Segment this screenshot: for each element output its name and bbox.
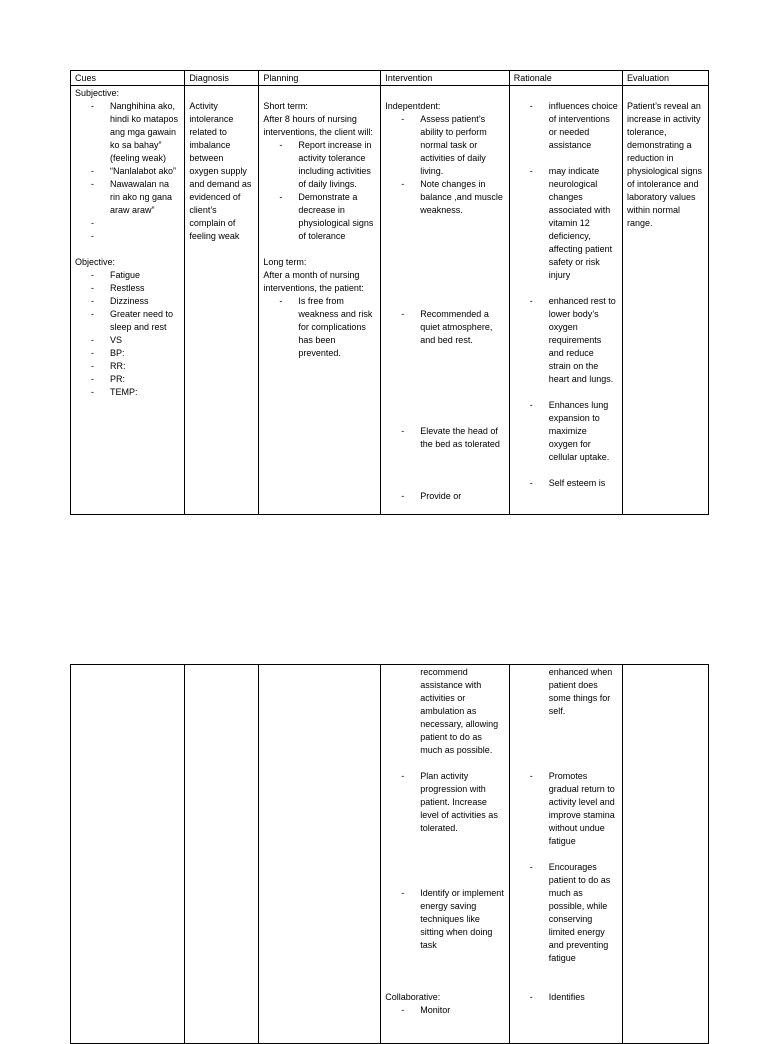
diagnosis-text: Activity intolerance related to imbalance between oxygen supply and demand as evidenced of client’s complain of feeling weak xyxy=(189,101,252,241)
intervention-continued-text: recommend assistance with activities or ambulation as necessary, allowing patient to do as much as possible. xyxy=(420,667,499,755)
collaborative-list xyxy=(385,1004,504,1017)
intervention-list xyxy=(385,113,504,503)
list-item: - enhanced rest to lower body’s oxygen requirements and reduce strain on the heart and lungs. xyxy=(529,296,616,384)
header-diagnosis: Diagnosis xyxy=(185,71,259,86)
list-item: - BP: xyxy=(91,348,125,358)
rationale-cell-continued xyxy=(509,665,622,1044)
intervention-cell-continued xyxy=(381,665,509,1044)
list-item: - Assess patient’s ability to perform normal task or activities of daily living. xyxy=(401,114,487,176)
care-plan-table-page1 xyxy=(70,70,709,515)
diagnosis-cell xyxy=(185,86,259,515)
subjective-list xyxy=(75,100,180,243)
list-item: - Demonstrate a decrease in physiological signs of tolerance xyxy=(279,192,374,241)
table-body-row xyxy=(71,86,709,515)
long-term-intro: After a month of nursing interventions, the patient: xyxy=(263,270,364,293)
rationale-list xyxy=(514,770,618,1004)
planning-cell xyxy=(259,86,381,515)
cues-cell xyxy=(71,86,185,515)
list-item: - Encourages patient to do as much as possible, while conserving limited energy and preventing fatigue xyxy=(529,862,611,963)
list-item: - PR: xyxy=(91,374,126,384)
list-item: - Elevate the head of the bed as tolerated xyxy=(401,426,500,449)
header-rationale: Rationale xyxy=(509,71,622,86)
diagnosis-cell-empty xyxy=(185,665,259,1044)
list-item: - Restless xyxy=(91,283,145,293)
care-plan-table-page2 xyxy=(70,664,709,1044)
list-item: - Nawawalan na rin ako ng gana araw araw” xyxy=(91,179,173,215)
objective-list xyxy=(75,269,180,399)
list-item: - xyxy=(91,231,94,241)
planning-cell-empty xyxy=(259,665,381,1044)
short-term-intro: After 8 hours of nursing interventions, the client will: xyxy=(263,114,373,137)
list-item: - Identifies xyxy=(529,992,585,1002)
list-item: - influences choice of interventions or needed assistance xyxy=(529,101,618,150)
header-intervention: Intervention xyxy=(381,71,509,86)
list-item: - Identify or implement energy saving techniques like sitting when doing task xyxy=(401,888,504,950)
list-item: - “Nanlalabot ako” xyxy=(91,166,177,176)
list-item: - Enhances lung expansion to maximize oxygen for cellular uptake. xyxy=(529,400,610,462)
evaluation-text: Patient’s reveal an increase in activity tolerance, demonstrating a reduction in physiological signs of intolerance and laboratory values within normal range. xyxy=(626,101,703,228)
evaluation-cell xyxy=(622,86,708,515)
list-item: - Nanghihina ako, hindi ko matapos ang mga gawain ko sa bahay” (feeling weak) xyxy=(91,101,179,163)
long-term-goals xyxy=(263,295,376,360)
cues-cell-empty xyxy=(71,665,185,1044)
list-item: - Dizziness xyxy=(91,296,149,306)
short-term-goals xyxy=(263,139,376,243)
long-term-label: Long term: xyxy=(263,257,307,267)
rationale-list xyxy=(514,100,618,490)
table-body-row xyxy=(71,665,709,1044)
list-item: - TEMP: xyxy=(91,387,138,397)
list-item: - Is free from weakness and risk for complications has been prevented. xyxy=(279,296,373,358)
list-item: - Fatigue xyxy=(91,270,141,280)
intervention-list xyxy=(385,770,504,952)
list-item: - RR: xyxy=(91,361,126,371)
header-evaluation: Evaluation xyxy=(622,71,708,86)
list-item: - Monitor xyxy=(401,1005,451,1015)
objective-label: Objective: xyxy=(75,257,116,267)
intervention-cell xyxy=(381,86,509,515)
list-item: - Self esteem is xyxy=(529,478,606,488)
list-item: - Greater need to sleep and rest xyxy=(91,309,174,332)
rationale-cell xyxy=(509,86,622,515)
header-cues: Cues xyxy=(71,71,185,86)
list-item: - Promotes gradual return to activity level and improve stamina without undue fatigue xyxy=(529,771,615,846)
list-item: - xyxy=(91,218,94,228)
list-item: - Recommended a quiet atmosphere, and bed rest. xyxy=(401,309,493,345)
evaluation-cell-empty xyxy=(622,665,708,1044)
rationale-continued-text: enhanced when patient does some things for self. xyxy=(548,667,613,716)
list-item: - Report increase in activity tolerance including activities of daily livings. xyxy=(279,140,372,189)
list-item: - may indicate neurological changes associated with vitamin 12 deficiency, affecting patient safety or risk injury xyxy=(529,166,613,280)
table-header-row xyxy=(71,71,709,86)
collaborative-label: Collaborative: xyxy=(385,992,441,1002)
list-item: - Plan activity progression with patient. Increase level of activities as tolerated. xyxy=(401,771,498,833)
list-item: - VS xyxy=(91,335,123,345)
independent-label: Indepentdent: xyxy=(385,101,441,111)
subjective-label: Subjective: xyxy=(75,88,120,98)
short-term-label: Short term: xyxy=(263,101,308,111)
list-item: - Note changes in balance ,and muscle weakness. xyxy=(401,179,503,215)
header-planning: Planning xyxy=(259,71,381,86)
list-item: - Provide or xyxy=(401,491,462,501)
